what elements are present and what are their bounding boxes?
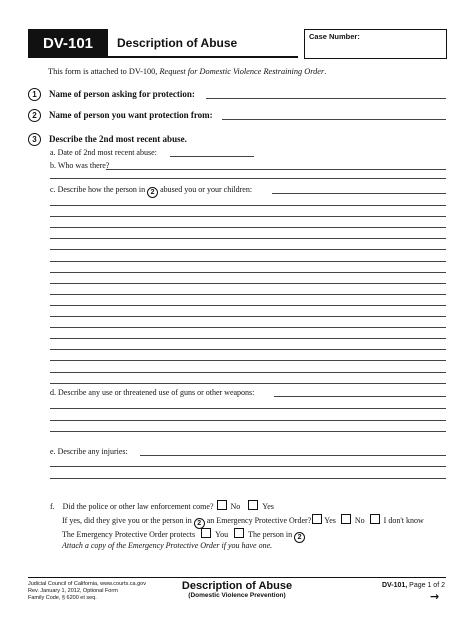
footer-left-line-2: Rev. January 1, 2012, Optional Form xyxy=(28,588,118,594)
item-3f-q3-text: The Emergency Protective Order protects xyxy=(62,530,196,539)
epo-no-label: No xyxy=(354,516,365,525)
item-3-label: Describe the 2nd most recent abuse. xyxy=(49,134,187,144)
item-2-number: 2 xyxy=(28,109,41,122)
item-1-number: 1 xyxy=(28,88,41,101)
police-yes-checkbox[interactable] xyxy=(248,500,258,510)
item-3f-letter: f. xyxy=(50,502,55,511)
footer-left-line-3: Family Code, § 6200 et seq. xyxy=(28,595,97,601)
item-3d-letter: d. xyxy=(50,388,56,397)
footer-left xyxy=(28,581,146,602)
police-no-checkbox[interactable] xyxy=(217,500,227,510)
epo-yes-checkbox[interactable] xyxy=(312,514,322,524)
footer-right xyxy=(360,582,445,589)
epo-dont-know-label: I don't know xyxy=(383,516,424,525)
item-3c-line[interactable] xyxy=(50,272,446,273)
item-3a-text: Date of 2nd most recent abuse: xyxy=(57,148,157,157)
case-number-label: Case Number: xyxy=(309,32,360,41)
item-3c-line[interactable] xyxy=(50,216,446,217)
item-3a-field[interactable] xyxy=(170,156,254,157)
item-1-field[interactable] xyxy=(206,98,446,99)
item-3b-letter: b. xyxy=(50,161,56,170)
item-3c-label xyxy=(50,185,252,198)
item-3c-line[interactable] xyxy=(50,249,446,250)
item-3c-line[interactable] xyxy=(50,294,446,295)
form-id-badge: DV-101 xyxy=(28,29,108,57)
item-3c-line[interactable] xyxy=(50,316,446,317)
attach-note: Attach a copy of the Emergency Protective Order if you have one. xyxy=(62,541,273,550)
item-3d-line[interactable] xyxy=(50,431,446,432)
item-2-reference: 2 xyxy=(147,187,158,198)
item-1-label: Name of person asking for protection: xyxy=(49,89,195,99)
intro-suffix: . xyxy=(324,67,327,76)
epo-no-checkbox[interactable] xyxy=(341,514,351,524)
police-yes-label: Yes xyxy=(262,502,274,511)
item-3d-label xyxy=(50,388,254,397)
case-number-box[interactable] xyxy=(304,29,447,59)
item-3-number: 3 xyxy=(28,133,41,146)
next-page-arrow-icon: → xyxy=(430,590,440,603)
item-3c-line[interactable] xyxy=(50,338,446,339)
item-2-field[interactable] xyxy=(222,119,446,120)
epo-dont-know-checkbox[interactable] xyxy=(370,514,380,524)
item-3f-q2 xyxy=(62,514,424,529)
item-3c-line[interactable] xyxy=(50,327,446,328)
item-3e-letter: e. xyxy=(50,447,56,456)
item-3f-q1-text: Did the police or other law enforcement come? xyxy=(62,502,214,511)
protects-person-label: The person in xyxy=(248,530,293,539)
item-3d-field[interactable] xyxy=(274,396,446,397)
footer-form-id: DV-101, xyxy=(381,582,408,589)
item-3c-line[interactable] xyxy=(50,305,446,306)
item-3b-text: Who was there? xyxy=(57,161,110,170)
footer-subtitle: (Domestic Violence Prevention) xyxy=(188,592,286,599)
item-3e-line[interactable] xyxy=(50,466,446,467)
footer-rule xyxy=(28,577,446,578)
item-3c-text-after: abused you or your children: xyxy=(160,185,253,194)
item-3b-field-2[interactable] xyxy=(50,178,446,179)
item-3b-field[interactable] xyxy=(106,169,446,170)
epo-yes-label: Yes xyxy=(324,516,336,525)
item-2-reference-f2: 2 xyxy=(294,532,305,543)
item-3f-q2-before: If yes, did they give you or the person in xyxy=(62,516,192,525)
intro-form-title: Request for Domestic Violence Restraining Order xyxy=(159,67,325,76)
item-3d-line[interactable] xyxy=(50,408,446,409)
form-title: Description of Abuse xyxy=(117,36,238,50)
header-rule xyxy=(28,56,298,58)
intro-prefix: This form is attached to DV-100, xyxy=(48,67,160,76)
item-3b-label xyxy=(50,161,109,170)
item-3c-text-before: Describe how the person in xyxy=(57,185,146,194)
police-no-label: No xyxy=(230,502,241,511)
item-2-reference-f: 2 xyxy=(194,518,205,529)
intro-note xyxy=(48,67,326,76)
footer-page: Page 1 of 2 xyxy=(407,582,445,589)
item-3e-text: Describe any injuries: xyxy=(57,447,128,456)
footer-left-line-1: Judicial Council of California, www.courts.ca.gov xyxy=(28,581,146,587)
item-3c-line[interactable] xyxy=(50,283,446,284)
item-3f-q1 xyxy=(50,500,274,511)
item-3c-letter: c. xyxy=(50,185,56,194)
item-3f-q2-after: an Emergency Protective Order? xyxy=(206,516,312,525)
item-3a-label xyxy=(50,148,157,157)
protects-you-checkbox[interactable] xyxy=(201,528,211,538)
item-2-label: Name of person you want protection from: xyxy=(49,110,213,120)
item-3e-field[interactable] xyxy=(140,455,446,456)
footer-title: Description of Abuse xyxy=(181,580,293,592)
protects-you-label: You xyxy=(215,530,229,539)
item-3c-field[interactable] xyxy=(272,193,446,194)
footer-center xyxy=(172,580,302,599)
item-3c-line[interactable] xyxy=(50,360,446,361)
item-3c-line[interactable] xyxy=(50,227,446,228)
item-3d-line[interactable] xyxy=(50,420,446,421)
item-3e-label xyxy=(50,447,128,456)
item-3c-line[interactable] xyxy=(50,205,446,206)
item-3d-text: Describe any use or threatened use of guns or other weapons: xyxy=(58,388,255,397)
item-3c-line[interactable] xyxy=(50,238,446,239)
item-3a-letter: a. xyxy=(50,148,56,157)
item-3c-line[interactable] xyxy=(50,372,446,373)
item-3e-line[interactable] xyxy=(50,478,446,479)
item-3c-line[interactable] xyxy=(50,383,446,384)
item-3c-line[interactable] xyxy=(50,261,446,262)
protects-person-checkbox[interactable] xyxy=(234,528,244,538)
item-3c-line[interactable] xyxy=(50,349,446,350)
